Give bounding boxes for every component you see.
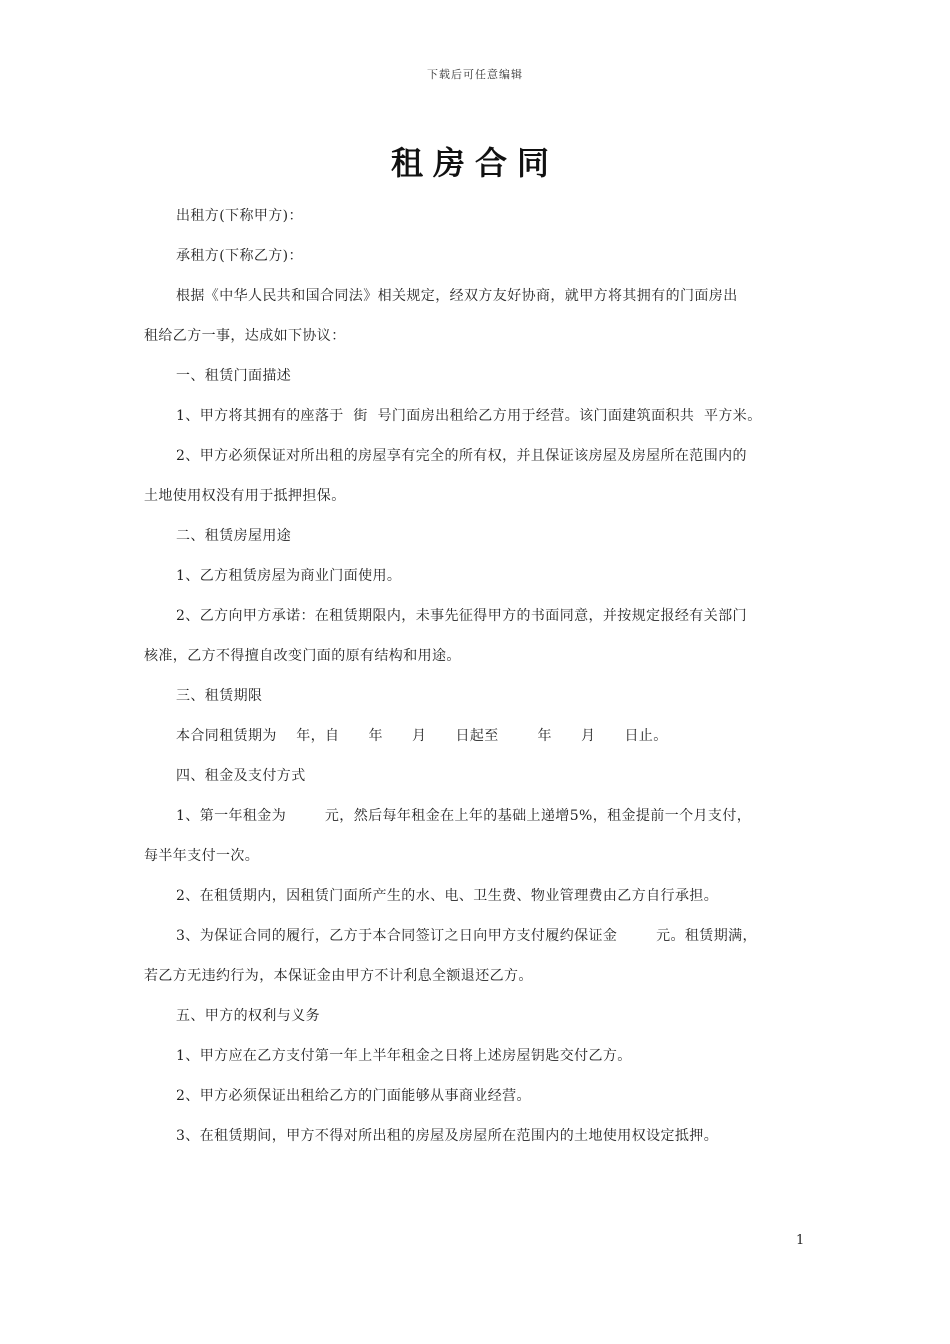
paragraph-line: 每半年支付一次。	[144, 848, 260, 864]
paragraph-line: 核准，乙方不得擅自改变门面的原有结构和用途。	[144, 648, 461, 664]
paragraph-line: 根据《中华人民共和国合同法》相关规定，经双方友好协商，就甲方将其拥有的门面房出	[176, 288, 738, 304]
paragraph-line: 2、在租赁期内，因租赁门面所产生的水、电、卫生费、物业管理费由乙方自行承担。	[176, 888, 719, 904]
paragraph-line: 2、甲方必须保证出租给乙方的门面能够从事商业经营。	[176, 1088, 531, 1104]
page-header-note: 下载后可任意编辑	[427, 68, 523, 81]
paragraph-line: 1、第一年租金为 元，然后每年租金在上年的基础上递增5%，租金提前一个月支付，	[176, 808, 752, 824]
section-heading: 一、租赁门面描述	[176, 368, 292, 384]
contract-body	[144, 196, 808, 1156]
paragraph-line: 承租方(下称乙方)：	[176, 248, 303, 264]
paragraph-line: 若乙方无违约行为，本保证金由甲方不计利息全额退还乙方。	[144, 968, 533, 984]
paragraph-line: 土地使用权没有用于抵押担保。	[144, 488, 346, 504]
paragraph-line: 1、甲方将其拥有的座落于 街 号门面房出租给乙方用于经营。该门面建筑面积共 平方米。	[176, 408, 762, 424]
paragraph-line: 3、在租赁期间，甲方不得对所出租的房屋及房屋所在范围内的土地使用权设定抵押。	[176, 1128, 719, 1144]
page-number: 1	[796, 1233, 805, 1248]
paragraph-line: 3、为保证合同的履行，乙方于本合同签订之日向甲方支付履约保证金 元。租赁期满，	[176, 928, 757, 944]
section-heading: 三、租赁期限	[176, 688, 263, 704]
paragraph-line: 2、甲方必须保证对所出租的房屋享有完全的所有权，并且保证该房屋及房屋所在范围内的	[176, 448, 747, 464]
paragraph-line: 租给乙方一事，达成如下协议：	[144, 328, 346, 344]
paragraph-line: 1、乙方租赁房屋为商业门面使用。	[176, 568, 402, 584]
section-heading: 四、租金及支付方式	[176, 768, 306, 784]
paragraph-line: 出租方(下称甲方)：	[176, 208, 303, 224]
paragraph-line: 本合同租赁期为 年，自 年 月 日起至 年 月 日止。	[176, 728, 668, 744]
paragraph-line: 2、乙方向甲方承诺：在租赁期限内，未事先征得甲方的书面同意，并按规定报经有关部门	[176, 608, 747, 624]
section-heading: 二、租赁房屋用途	[176, 528, 292, 544]
paragraph-line: 1、甲方应在乙方支付第一年上半年租金之日将上述房屋钥匙交付乙方。	[176, 1048, 632, 1064]
section-heading: 五、甲方的权利与义务	[176, 1008, 320, 1024]
document-title: 租房合同	[390, 144, 559, 182]
